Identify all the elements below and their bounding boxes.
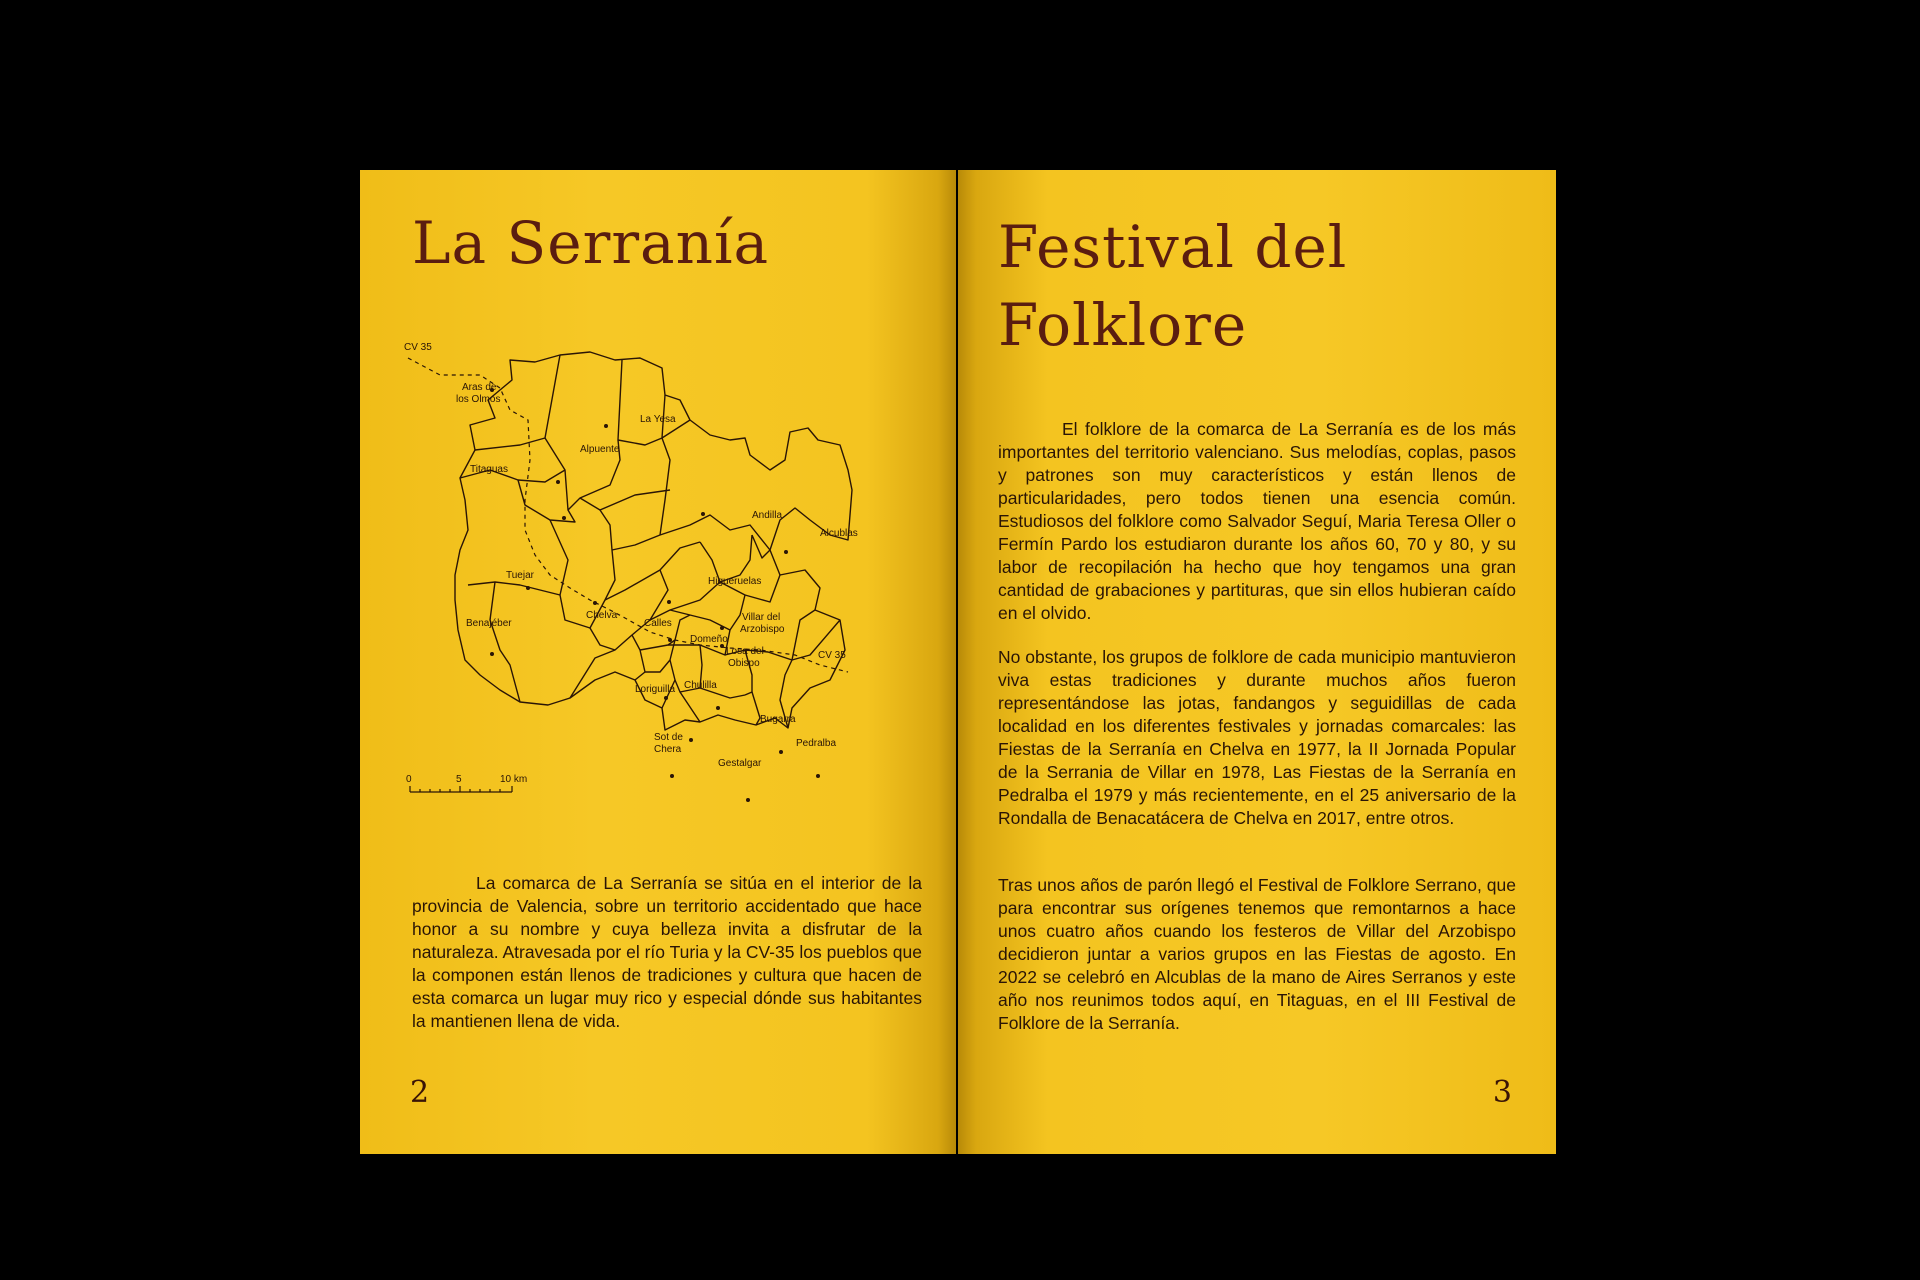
- town-label: Alcublas: [820, 528, 858, 539]
- map-svg: [400, 320, 930, 840]
- town-label: Chelva: [586, 610, 618, 621]
- map-border: [660, 438, 670, 535]
- right-page: [958, 170, 1556, 1154]
- town-label: Obispo: [728, 658, 760, 669]
- title-line-2: Folklore: [998, 291, 1248, 359]
- page-number-right: 3: [1492, 1075, 1512, 1110]
- town-label: Bugarra: [760, 714, 796, 725]
- left-body-paragraph: La comarca de La Serranía se sitúa en el interior de la provincia de Valencia, sobre un territorio accidentado que hace honor a su nombre y cuya belleza invita a disfrutar de la naturaleza. Atravesada por el río Turia y la CV-35 los pueblos que la componen están llenos de tradiciones y cultura que hacen de esta comarca un lugar muy rico y especial dónde sus habitantes la mantienen llena de vida.: [412, 873, 922, 1031]
- town-label: Alpuente: [580, 444, 620, 455]
- town-label: Andilla: [752, 510, 783, 521]
- map-border: [752, 692, 760, 725]
- town-label: Higueruelas: [708, 576, 762, 587]
- page-title-la-serrania: La Serranía: [412, 209, 770, 277]
- town-label: Pedralba: [796, 738, 837, 749]
- map-border: [545, 360, 622, 510]
- right-paragraph-2: No obstante, los grupos de folklore de cada municipio mantuvieron viva estas tradiciones y durante muchos años fueron representándose las jotas, fandangos y seguidillas de cada localidad en los diferentes festivales y jornadas comarcales: las Fiestas de la Serranía en Chelva en 1977, la II Jornada Popular de la Serrania de Villar en 1978, Las Fiestas de la Serranía en Pedralba el 1979 y más recientemente, en el 25 aniversario de la Rondalla de Benacatácera de Chelva en 2017, entre otros.: [998, 647, 1516, 828]
- town-label: Villar del: [742, 612, 781, 623]
- town-label: Chera: [654, 744, 682, 755]
- map-border: [580, 490, 670, 510]
- page-number-left: 2: [410, 1075, 430, 1110]
- town-label: Chulilla: [684, 680, 717, 691]
- map-outline: [455, 352, 852, 730]
- town-label: Calles: [644, 618, 672, 629]
- right-paragraph-1: El folklore de la comarca de La Serranía es de los más importantes del territorio valenciano. Sus melodías, coplas, pasos y patrones son muy característicos y están llenos de particularidades, pero todos tienen una esencia común. Estudiosos del folklore como Salvador Seguí, Maria Teresa Oller o Fermín Pardo los estudiaron durante los años 60, 70 y 80, y su labor de recopilación ha hecho que hoy tengamos una gran cantidad de grabaciones y partituras, que sin ellos hubieran caído en el olvido.: [998, 419, 1516, 623]
- map-border: [605, 542, 700, 600]
- road-label: CV 35: [404, 342, 432, 353]
- map-border: [680, 692, 700, 722]
- town-label: Aras de: [462, 382, 497, 393]
- town-label: Loriguilla: [635, 684, 676, 695]
- map-border: [590, 628, 615, 650]
- map-border: [720, 535, 752, 582]
- page-title-festival: [998, 208, 1347, 364]
- map-border: [632, 635, 645, 680]
- town-label: Benajéber: [466, 618, 512, 629]
- town-label: Domeño: [690, 634, 728, 645]
- scale-label: 5: [456, 774, 462, 785]
- town-label: Titaguas: [470, 464, 508, 475]
- scale-label: 10 km: [500, 774, 528, 785]
- scale-label: 0: [406, 774, 412, 785]
- scale-bar: [410, 786, 512, 792]
- road-label: CV 35: [818, 650, 846, 661]
- town-label: Tuejar: [506, 570, 534, 581]
- town-label: Arzobispo: [740, 624, 785, 635]
- map-border: [490, 582, 520, 702]
- town-label: Losa del: [726, 646, 764, 657]
- town-label: los Olmos: [456, 394, 501, 405]
- town-label: La Yesa: [640, 414, 676, 425]
- left-page: [360, 170, 956, 1154]
- map-border: [468, 520, 568, 595]
- comarca-map: [400, 320, 930, 840]
- town-label: Sot de: [654, 732, 683, 743]
- title-line-1: Festival del: [998, 213, 1348, 281]
- booklet-spread: [360, 170, 1556, 1154]
- town-label: Gestalgar: [718, 758, 762, 769]
- right-paragraph-3: Tras unos años de parón llegó el Festival de Folklore Serrano, que para encontrar sus orígenes tenemos que remontarnos a hace unos cuatro años cuando los festeros de Villar del Arzobispo decidieron juntar a varios grupos en las Fiestas de agosto. En 2022 se celebró en Alcublas de la mano de Aires Serranos y este año nos reunimos todos aquí, en Titaguas, en el III Festival de Folklore de la Serranía.: [998, 875, 1516, 1033]
